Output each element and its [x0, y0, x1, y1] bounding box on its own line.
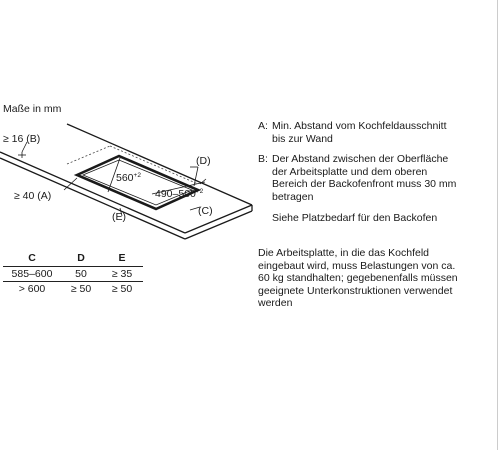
- table-cell: ≥ 50: [70, 283, 92, 295]
- clearance-table: [3, 252, 143, 296]
- table-cell: ≥ 50: [111, 283, 133, 295]
- cutout-outline: [77, 156, 198, 209]
- table-header-row: [3, 252, 143, 267]
- dim-depth-label: [155, 188, 204, 200]
- table-cell: > 600: [18, 283, 46, 295]
- note-a-key: A:: [258, 120, 268, 132]
- table-header: D: [61, 252, 101, 267]
- dim-depth-value: 490–500: [155, 188, 196, 200]
- table-cell: 50: [61, 267, 101, 282]
- table-header: E: [101, 252, 143, 267]
- note-b-line: Bereich der Backofenfront muss 30 mm: [272, 178, 457, 190]
- table-row: [3, 282, 143, 297]
- note-b-line: der Arbeitsplatte und dem oberen: [272, 165, 428, 178]
- table-cell: 585–600: [3, 267, 61, 282]
- note-b: [258, 153, 456, 203]
- load-line: 60 kg standhalten; gegebenenfalls müssen: [258, 272, 458, 284]
- load-line: geeignete Unterkonstruktionen verwendet: [258, 284, 453, 297]
- label-b: ≥ 16 (B): [3, 133, 41, 145]
- note-oven: [272, 212, 437, 225]
- label-e: (E): [112, 211, 126, 223]
- frame-border: [497, 0, 498, 450]
- load-line: werden: [258, 297, 293, 309]
- note-b-line: betragen: [272, 190, 314, 203]
- oven-reference: Siehe Platzbedarf für den Backofen: [272, 212, 438, 224]
- note-a-line: bis zur Wand: [272, 132, 333, 145]
- label-a: ≥ 40 (A): [14, 190, 52, 202]
- dim-width-label: [116, 172, 141, 184]
- note-load: [258, 247, 458, 310]
- note-b-key: B:: [258, 153, 268, 165]
- load-line: Die Arbeitsplatte, in die das Kochfeld: [258, 247, 430, 259]
- note-b-line: Der Abstand zwischen der Oberfläche: [272, 153, 449, 165]
- table-header: C: [3, 252, 61, 267]
- load-line: eingebaut wird, muss Belastungen von ca.: [258, 259, 456, 272]
- label-c: (C): [198, 205, 213, 217]
- table-row: [3, 267, 143, 282]
- note-a: [258, 120, 447, 145]
- dim-depth-tolerance: +2: [195, 188, 204, 195]
- dim-width-value: 560: [116, 172, 134, 184]
- label-d: (D): [196, 155, 211, 167]
- table-cell: ≥ 35: [101, 267, 143, 282]
- units-label: Maße in mm: [3, 103, 62, 115]
- dim-width-tolerance: +2: [133, 172, 141, 179]
- note-a-line: Min. Abstand vom Kochfeldausschnitt: [272, 120, 447, 132]
